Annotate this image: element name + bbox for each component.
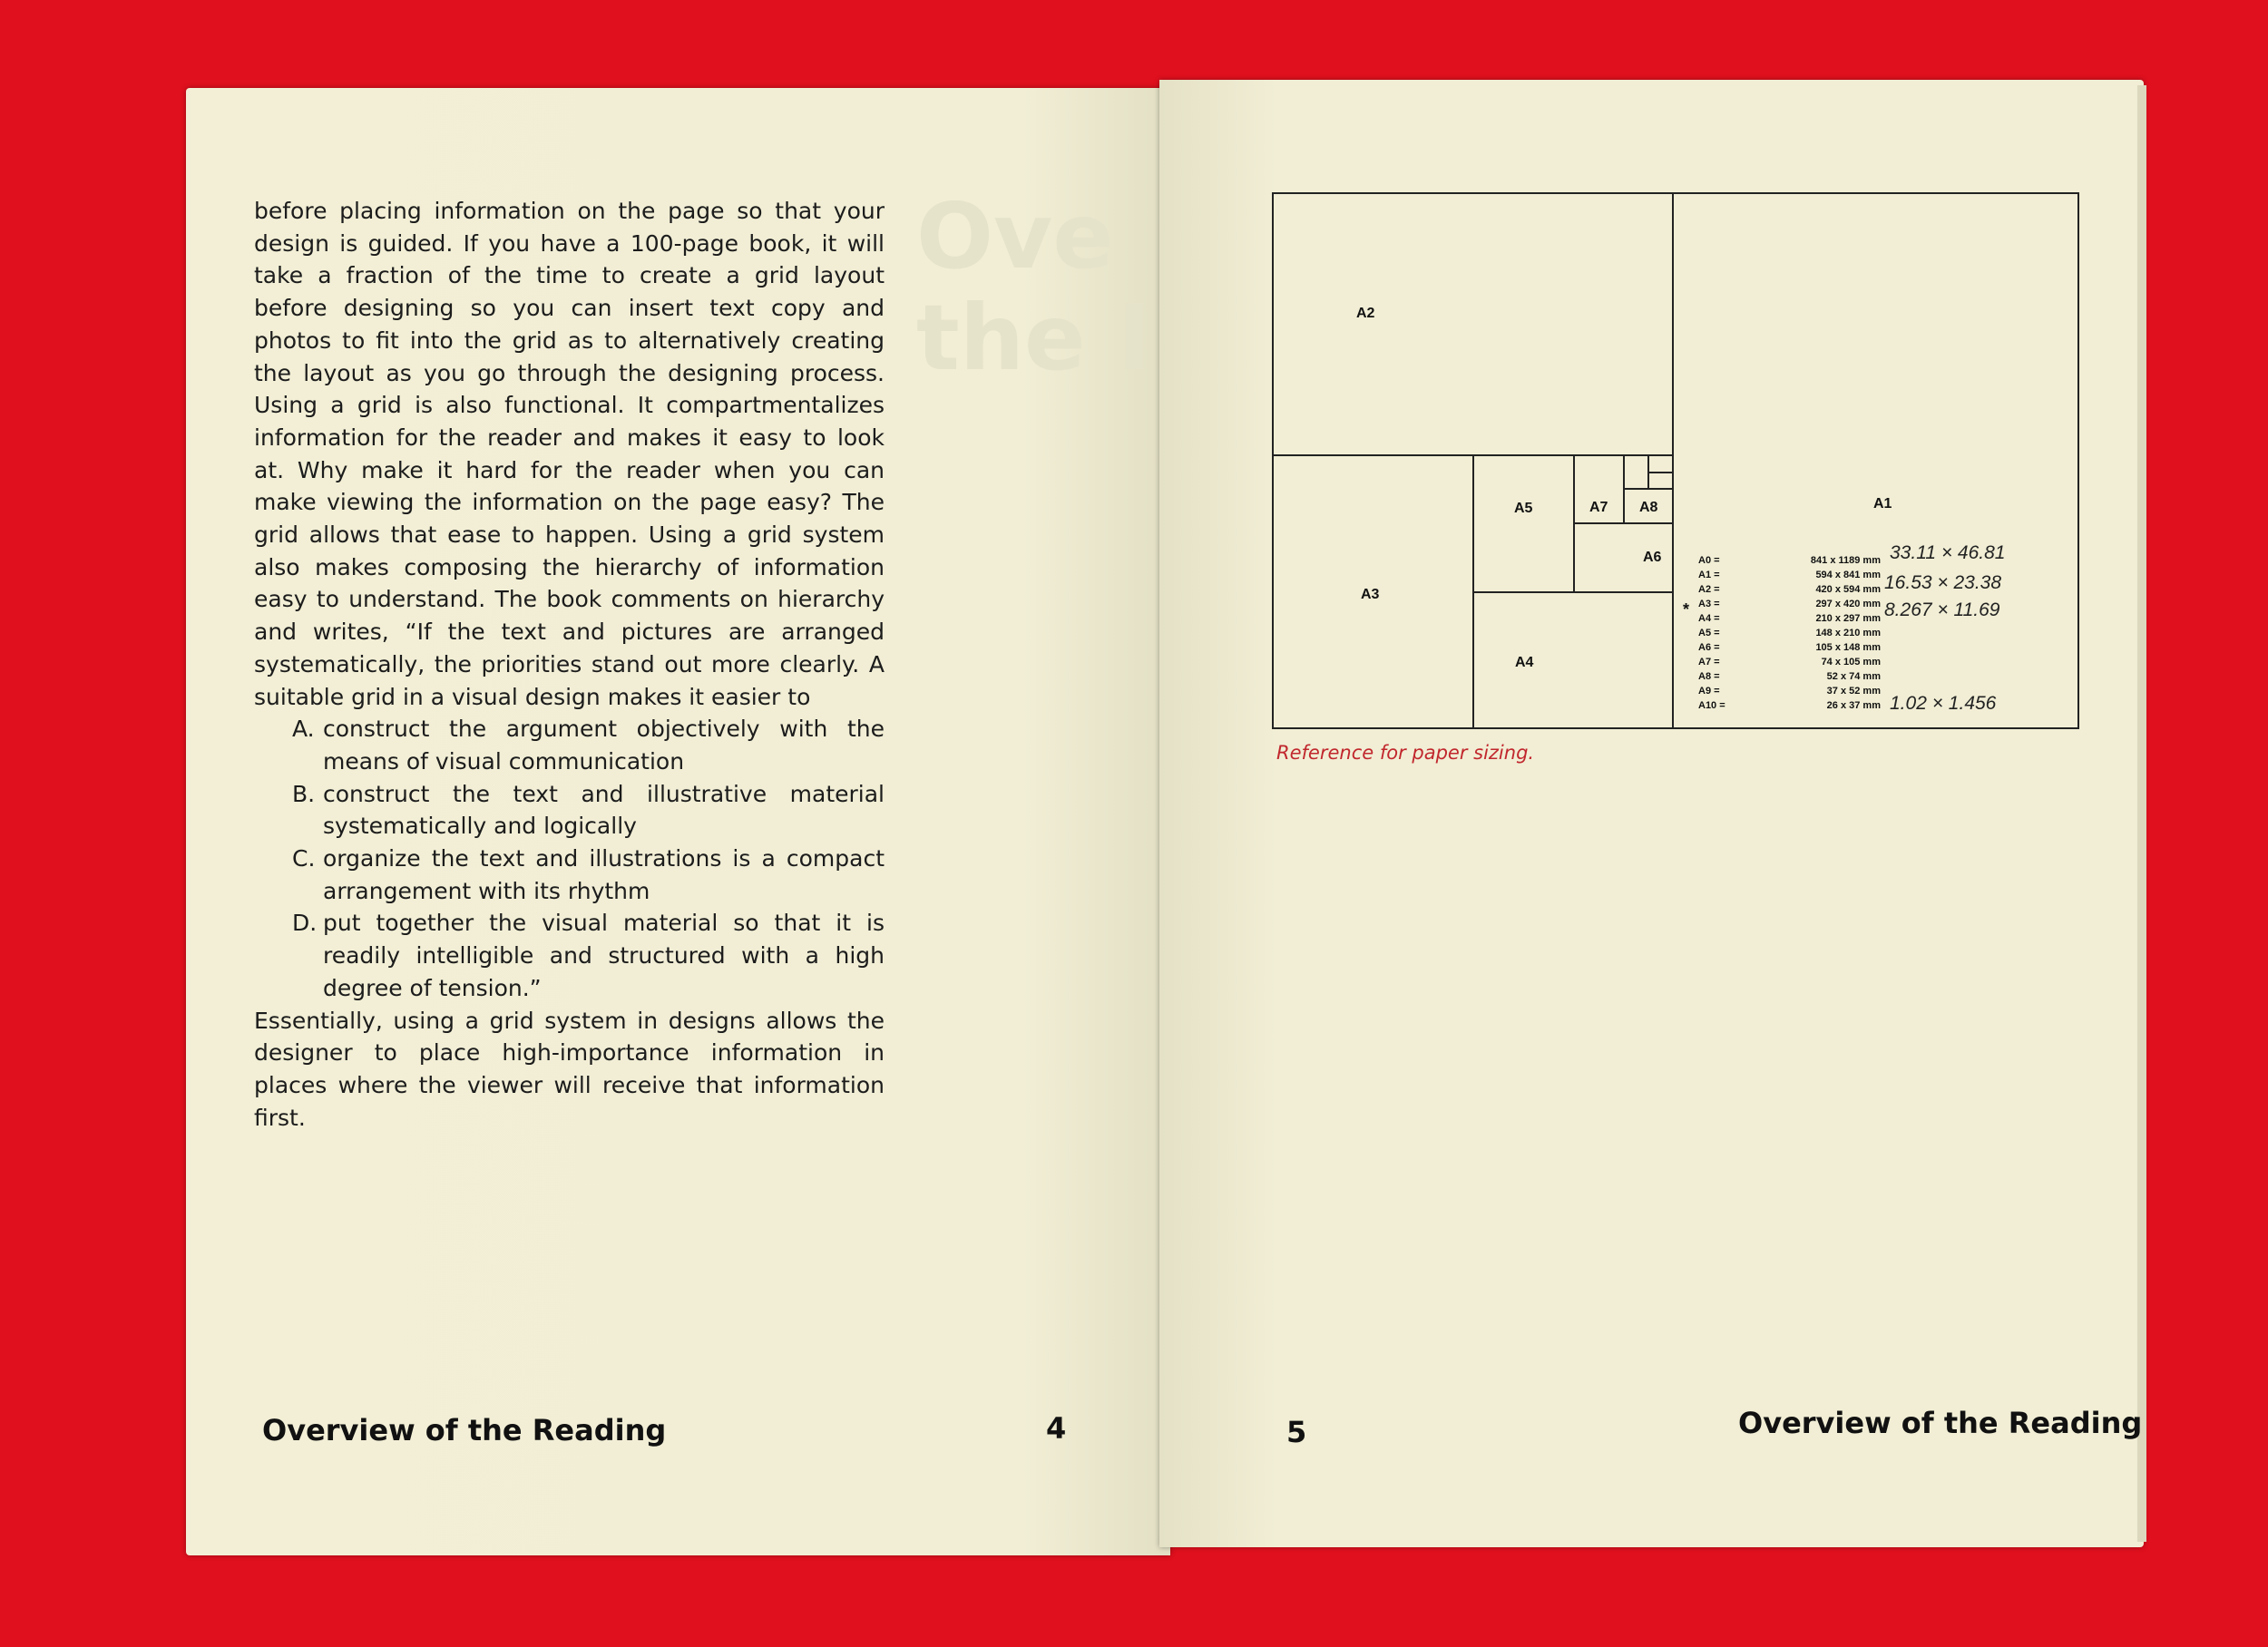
left-footer-title: Overview of the Reading (262, 1413, 667, 1447)
conclusion-paragraph: Essentially, using a grid system in designs allows the designer to place high-importance information in places where the viewer will receive that information first. (254, 1007, 885, 1131)
size-name: A7 = (1698, 657, 1720, 668)
right-footer-title: Overview of the Reading (1738, 1406, 2143, 1440)
size-name: A9 = (1698, 686, 1720, 697)
size-name: A2 = (1698, 584, 1720, 595)
list-marker: C. (292, 845, 316, 872)
size-dims: 74 x 105 mm (1821, 657, 1881, 668)
size-name: A0 = (1698, 555, 1720, 566)
label-a1: A1 (1873, 496, 1892, 512)
list-marker: A. (292, 716, 315, 743)
handwritten-a4: 8.267 × 11.69 (1884, 599, 2000, 620)
list-item (292, 843, 885, 907)
handwritten-a1: 16.53 × 23.38 (1884, 572, 2002, 593)
body-text (254, 195, 885, 1134)
list-item (292, 713, 885, 777)
size-name: A10 = (1698, 700, 1725, 711)
list-text: organize the text and illustrations is a compact arrangement with its rhythm (323, 845, 885, 904)
show-through-line-2: the I (916, 285, 1151, 391)
page-edge (2137, 85, 2146, 1542)
paper-grid (1273, 193, 2078, 728)
list-item (292, 778, 885, 843)
list-marker: B. (292, 780, 316, 807)
list-marker: D. (292, 910, 318, 937)
size-dims: 105 x 148 mm (1815, 642, 1881, 653)
intro-paragraph: before placing information on the page so that your design is guided. If you have a 100-page book, it will take a fraction of the time to create a grid layout before designing so you can insert text copy and photos to fit into the grid as to alternatively creating the layout as you go through the designing process. Using a grid is also functional. It compartmentalizes information for the reader and makes it easy to look at. Why make it hard for the reader when you can make viewing the information on the page easy? The grid allows that ease to happen. Using a grid system also makes composing the hierarchy of information easy to understand. The book comments on hierarchy and writes, “If the text and pictures are arranged systematically, the priorities stand out more clearly. A suitable grid in a visual design makes it easier to (254, 198, 885, 710)
label-a3: A3 (1361, 587, 1380, 602)
size-dims: 37 x 52 mm (1826, 686, 1881, 697)
label-a8: A8 (1639, 500, 1658, 515)
list-item (292, 907, 885, 1004)
size-name: A3 = (1698, 599, 1720, 609)
size-dims: 297 x 420 mm (1815, 599, 1881, 609)
a0-outline (1273, 193, 2078, 728)
label-a4: A4 (1515, 655, 1534, 670)
size-name: A5 = (1698, 628, 1720, 638)
left-page-number: 4 (1046, 1411, 1067, 1446)
size-dims: 148 x 210 mm (1815, 628, 1881, 638)
size-dims: 26 x 37 mm (1826, 700, 1881, 711)
size-dims: 52 x 74 mm (1826, 671, 1881, 682)
list-text: construct the text and illustrative material systematically and logically (323, 780, 885, 840)
size-name: A1 = (1698, 570, 1720, 580)
list-text: construct the argument objectively with the means of visual communication (323, 716, 885, 775)
a4-star-mark: * (1683, 600, 1690, 619)
objectives-list (254, 713, 885, 1004)
show-through-line-1: Ove (916, 183, 1115, 289)
handwritten-a0: 33.11 × 46.81 (1890, 542, 2006, 563)
size-dims: 420 x 594 mm (1815, 584, 1881, 595)
size-name: A8 = (1698, 671, 1720, 682)
show-through-title (916, 183, 1151, 391)
label-a5: A5 (1514, 501, 1533, 516)
handwritten-a10: 1.02 × 1.456 (1890, 693, 1997, 714)
right-page-number: 5 (1286, 1415, 1307, 1449)
size-name: A4 = (1698, 613, 1720, 624)
size-table (1683, 555, 1881, 711)
size-dims: 210 x 297 mm (1815, 613, 1881, 624)
figure-caption: Reference for paper sizing. (1276, 742, 1535, 764)
label-a7: A7 (1589, 500, 1608, 515)
paper-size-diagram (1270, 186, 2082, 730)
size-name: A6 = (1698, 642, 1720, 653)
label-a2: A2 (1356, 306, 1375, 321)
label-a6: A6 (1643, 550, 1662, 565)
size-dims: 594 x 841 mm (1815, 570, 1881, 580)
size-dims: 841 x 1189 mm (1810, 555, 1881, 566)
handwritten-inches (1884, 542, 2005, 714)
list-text: put together the visual material so that it is readily intelligible and structured with a high degree of tension.” (323, 910, 885, 1001)
